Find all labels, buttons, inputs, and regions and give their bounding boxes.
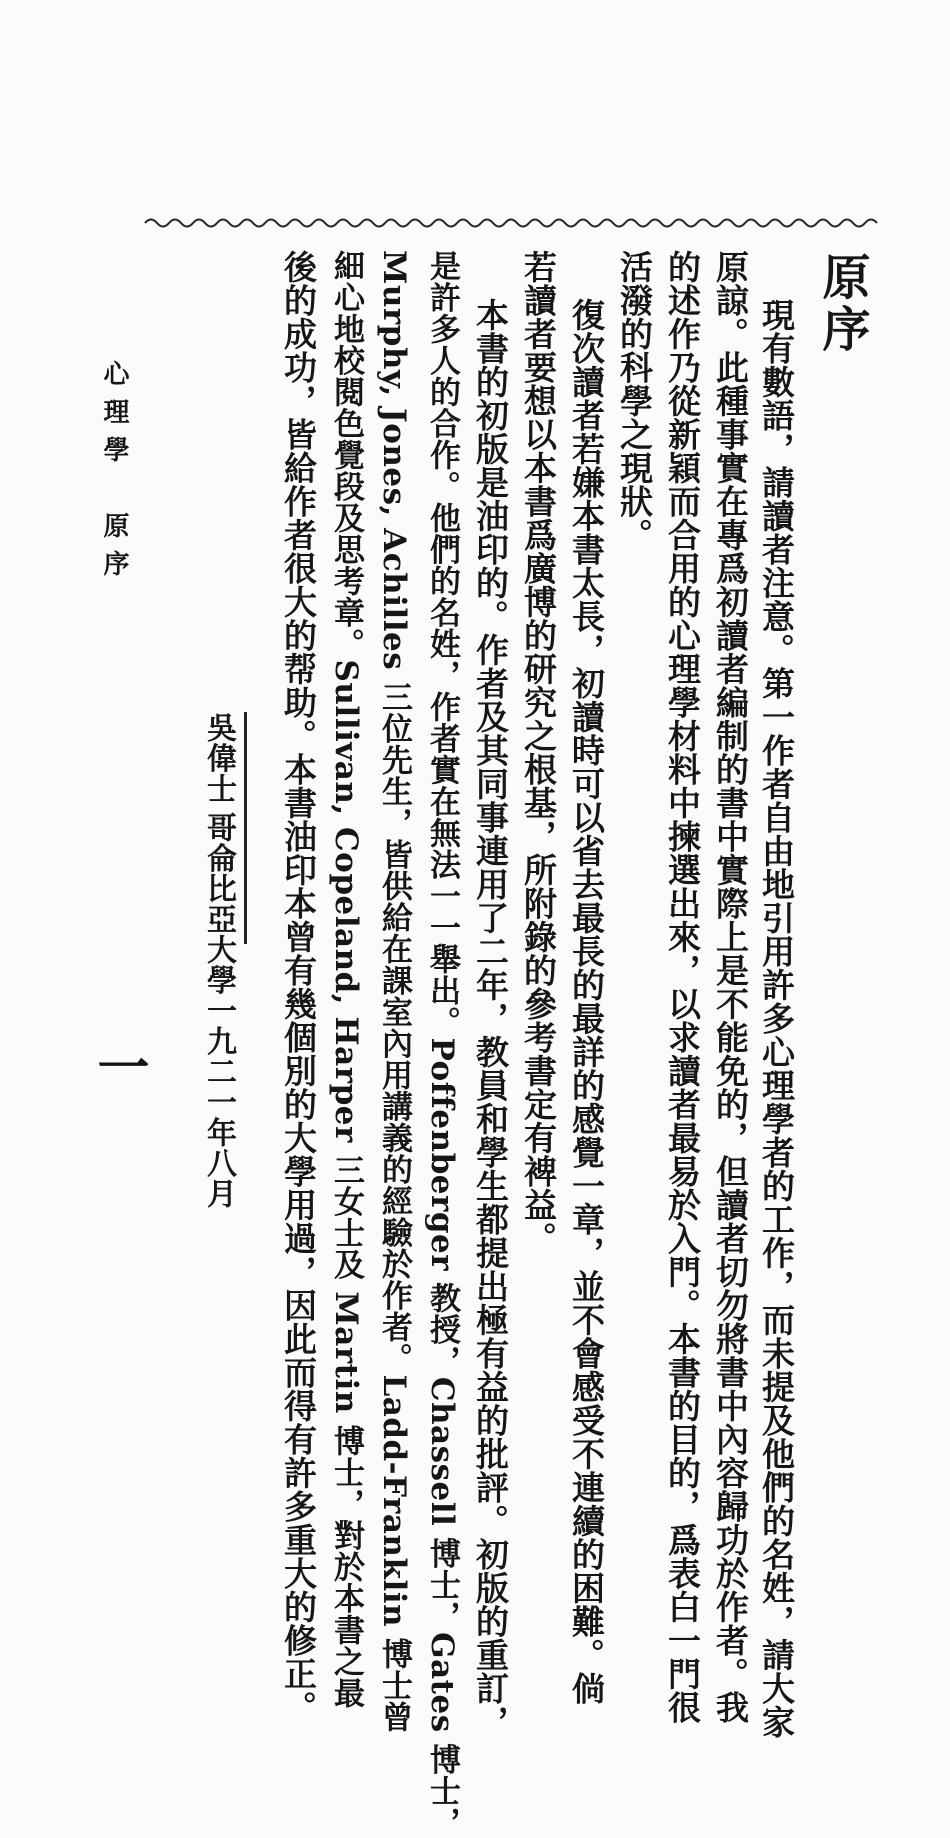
body-line-2: 原諒。此種事實在專爲初讀者編制的書中實際上是不能免的，但讀者切勿將書中內容歸功於作者。我 xyxy=(711,250,750,1724)
body-line-4: 活潑的科學之現狀。 xyxy=(615,250,654,552)
body-line-3: 的述作乃從新穎而合用的心理學材料中揀選出來，以求讀者最易於入門。本書的目的，爲表白一門很 xyxy=(663,250,702,1724)
signature-bar xyxy=(244,712,247,944)
body-line-10: 細心地校閱色覺段及思考章。Sullivan, Copeland, Harper 三女士及 Martin 博士，對於本書之最 xyxy=(328,250,364,1709)
preface-heading: 原序 xyxy=(814,252,870,356)
body-line-6: 若讀者要想以本書爲廣博的研究之根基，所附錄的參考書定有裨益。 xyxy=(519,250,558,1255)
body-line-11: 後的成功，皆給作者很大的帮助。本書油印本曾有幾個別的大學用過，因此而得有許多重大的修正。 xyxy=(279,250,318,1724)
body-line-7: 本書的初版是油印的。作者及其同事連用了二年，教員和學生都提出極有益的批評。初版的重訂， xyxy=(471,298,510,1739)
running-head: 心理學 原序 xyxy=(99,360,129,588)
body-line-8: 是許多人的合作。他們的名姓，作者實在無法一一舉出。Poffenberger 教授，Chassell 博士，Gates 博士， xyxy=(424,250,460,1838)
body-line-9: Murphy, Jones, Achilles 三位先生，皆供給在課室內用講義的經驗於作者。Ladd-Franklin 博士曾 xyxy=(376,250,412,1733)
signature-date: 哥侖比亞大學一九二一年八月 xyxy=(201,812,236,1209)
page-number: 一 xyxy=(88,1040,149,1093)
body-line-5: 復次讀者若嫌本書太長，初讀時可以省去最長的最詳的感覺一章，並不會感受不連續的困難。倘 xyxy=(567,298,606,1705)
wavy-top-rule xyxy=(0,205,950,235)
body-line-1: 現有數語，請讀者注意。第一作者自由地引用許多心理學者的工作，而未提及他們的名姓，請大家 xyxy=(757,298,796,1739)
signature-author: 吳偉士 xyxy=(201,712,236,804)
